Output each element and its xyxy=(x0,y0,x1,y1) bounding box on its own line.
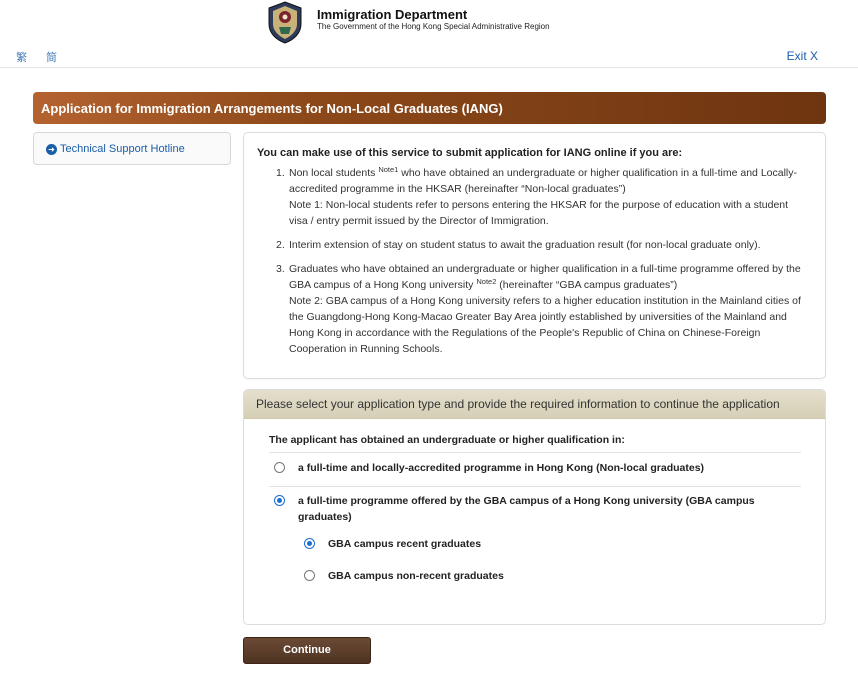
list-item xyxy=(276,261,806,357)
dept-subtitle: The Government of the Hong Kong Special Administrative Region xyxy=(317,22,550,31)
list-item-text xyxy=(289,165,806,229)
exit-link[interactable]: Exit X xyxy=(786,49,818,63)
list-item-text-a: Non local students xyxy=(289,167,379,179)
list-item-number: 2. xyxy=(276,239,285,251)
option-gba-non-recent[interactable] xyxy=(304,568,504,584)
sidebar xyxy=(33,132,231,165)
gba-non-recent-label: GBA campus non-recent graduates xyxy=(328,570,504,582)
list-item-number: 3. xyxy=(276,263,285,275)
eligibility-info-panel xyxy=(243,132,826,379)
hksar-emblem-logo xyxy=(265,0,305,44)
gba-recent-radio[interactable] xyxy=(304,538,315,549)
qualification-question: The applicant has obtained an undergraduate or higher qualification in: xyxy=(269,434,625,446)
list-item-note: Note 1: Non-local students refer to persons entering the HKSAR for the purpose of education with a student visa / entry permit issued by the Director of Immigration. xyxy=(289,199,789,227)
list-item-text-a: Graduates who have obtained an undergraduate or higher qualification in a full-time programme offered by the GBA campus of a Hong Kong university xyxy=(289,263,801,291)
option-non-local-graduates[interactable] xyxy=(274,460,794,476)
page-title: Application for Immigration Arrangements for Non-Local Graduates (IANG) xyxy=(41,101,503,116)
note-superscript: Note1 xyxy=(378,165,399,174)
continue-button[interactable]: Continue xyxy=(243,637,371,664)
list-item xyxy=(276,165,806,229)
list-item-text xyxy=(289,261,806,357)
lang-traditional-chinese-link[interactable]: 繁 xyxy=(16,52,27,64)
list-item-text xyxy=(289,237,761,253)
list-item-number: 1. xyxy=(276,167,285,179)
non-local-graduates-label: a full-time and locally-accredited programme in Hong Kong (Non-local graduates) xyxy=(298,462,705,474)
divider xyxy=(269,486,801,487)
note-superscript: Note2 xyxy=(476,277,497,286)
technical-support-hotline-link[interactable] xyxy=(46,143,185,155)
lang-simplified-chinese-link[interactable]: 简 xyxy=(46,52,57,64)
gba-non-recent-radio[interactable] xyxy=(304,570,315,581)
list-item-text-b: (hereinafter “GBA campus graduates”) xyxy=(496,279,678,291)
non-local-graduates-radio[interactable] xyxy=(274,462,285,473)
divider xyxy=(269,452,801,453)
application-type-heading: Please select your application type and provide the required information to continue the application xyxy=(244,390,825,419)
technical-support-hotline-label: Technical Support Hotline xyxy=(60,143,185,155)
application-type-panel xyxy=(243,389,826,625)
gba-campus-graduates-label: a full-time programme offered by the GBA campus of a Hong Kong university (GBA campus graduates) xyxy=(298,495,755,523)
gba-campus-graduates-radio[interactable] xyxy=(274,495,285,506)
eligibility-list xyxy=(276,165,806,365)
option-gba-recent[interactable] xyxy=(304,536,481,552)
gba-recent-label: GBA campus recent graduates xyxy=(328,538,482,550)
list-item-text-a: Interim extension of stay on student status to await the graduation result (for non-local graduate only). xyxy=(289,239,761,251)
list-item-note: Note 2: GBA campus of a Hong Kong university refers to a higher education institution in the Mainland cities of the Guangdong-Hong Kong-Macao Greater Bay Area jointly established by universities of the Mainland and Hong Kong in accordance with the Regulations of the People's Republic of China on Chinese-Foreign Cooperation in Running Schools. xyxy=(289,295,801,355)
circle-arrow-right-icon: ➜ xyxy=(46,144,57,155)
page-header xyxy=(0,0,858,68)
list-item xyxy=(276,237,806,253)
list-item-text-b: who have obtained an undergraduate or higher qualification in a full-time and Locally-accredited programme in the HKSAR (hereinafter “Non-local graduates”) xyxy=(289,167,797,195)
eligibility-heading: You can make use of this service to submit application for IANG online if you are: xyxy=(257,147,683,159)
dept-name: Immigration Department xyxy=(317,7,468,22)
page-title-bar xyxy=(33,92,826,124)
option-gba-campus-graduates[interactable] xyxy=(274,493,794,525)
